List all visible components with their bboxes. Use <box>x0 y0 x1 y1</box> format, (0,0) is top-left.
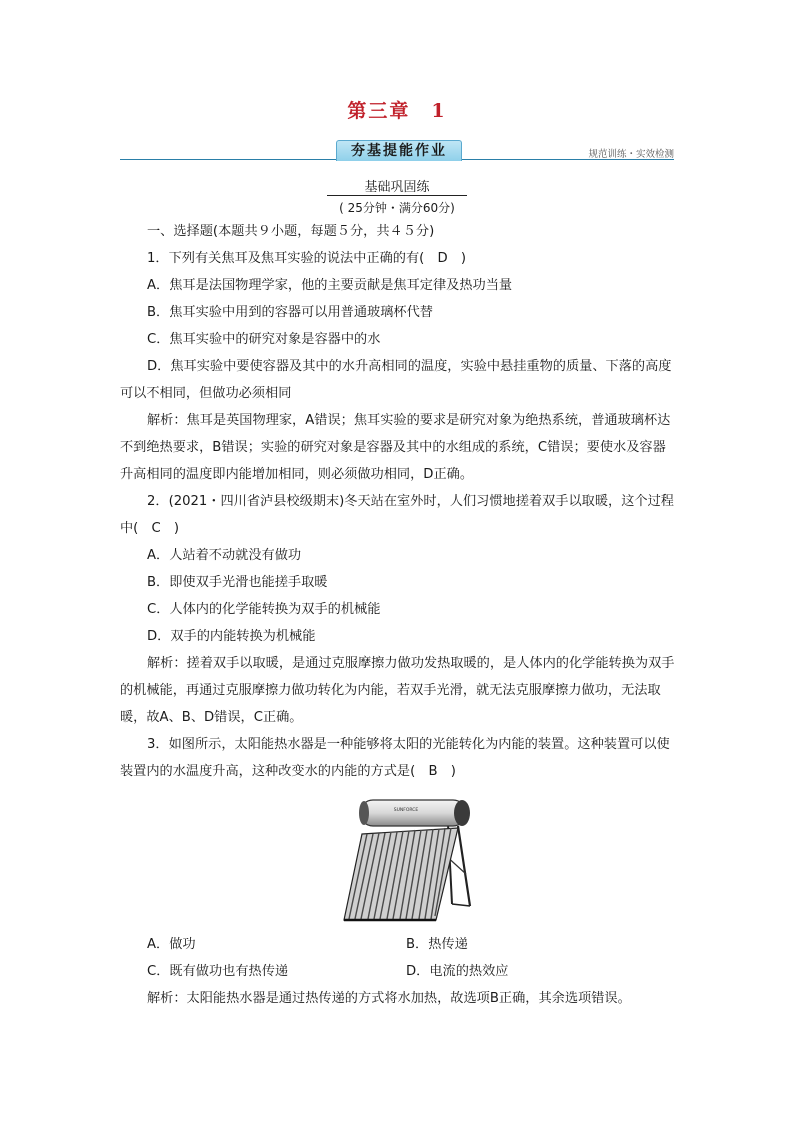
q3-options-row1 <box>120 931 675 958</box>
q2-option-d: D．双手的内能转换为机械能 <box>147 629 316 644</box>
q1-stem: 1．下列有关焦耳及焦耳实验的说法中正确的有( D ) <box>147 251 466 266</box>
q3-option-b: B．热传递 <box>406 937 468 952</box>
q1-option-d: D．焦耳实验中要使容器及其中的水升高相同的温度，实验中悬挂重物的质量、下落的高度可以不相同，但做功必须相同 <box>120 359 672 401</box>
chapter-title: 第三章 1 <box>347 100 447 122</box>
solar-water-heater-figure <box>340 794 475 924</box>
part-heading: 一、选择题(本题共９小题，每题５分，共４５分) <box>147 224 435 239</box>
q3-options-block <box>120 931 675 1012</box>
q1-analysis: 解析：焦耳是英国物理家，A错误；焦耳实验的要求是研究对象为绝热系统，普通玻璃杯达不到绝热要求，B错误；实验的研究对象是容器及其中的水组成的系统，C错误；要使水及容器升高相同的温度即内能增加相同，则必须做功相同，D正确。 <box>120 413 671 482</box>
banner-tagline: 规范训练・实效检测 <box>588 149 674 160</box>
questions-block <box>120 218 675 785</box>
q2-option-c: C．人体内的化学能转换为双手的机械能 <box>147 602 381 617</box>
q2-option-a: A．人站着不动就没有做功 <box>147 548 302 563</box>
q1-option-a: A．焦耳是法国物理学家，他的主要贡献是焦耳定律及热功当量 <box>147 278 513 293</box>
banner-label: 夯基提能作业 <box>336 140 462 161</box>
q3-stem: 3．如图所示，太阳能热水器是一种能够将太阳的光能转化为内能的装置。这种装置可以使装置内的水温度升高，这种改变水的内能的方式是( B ) <box>120 737 670 779</box>
q3-analysis: 解析：太阳能热水器是通过热传递的方式将水加热，故选项B正确，其余选项错误。 <box>147 991 631 1006</box>
q3-option-d: D．电流的热效应 <box>406 964 509 979</box>
section-title: 基础巩固练 <box>364 180 430 195</box>
q3-option-a: A．做功 <box>147 937 196 952</box>
q2-analysis: 解析：搓着双手以取暖，是通过克服摩擦力做功发热取暖的，是人体内的化学能转换为双手的机械能，再通过克服摩擦力做功转化为内能，若双手光滑，就无法克服摩擦力做功，无法取暖，故A、B、D错误，C正确。 <box>120 656 675 725</box>
q3-options-row2 <box>120 958 675 985</box>
q1-option-b: B．焦耳实验中用到的容器可以用普通玻璃杯代替 <box>147 305 433 320</box>
q3-option-c: C．既有做功也有热传递 <box>147 964 289 979</box>
q2-stem: 2．(2021・四川省泸县校级期末)冬天站在室外时，人们习惯地搓着双手以取暖，这个过程中( C ) <box>120 494 674 536</box>
section-subtitle: ( 25分钟・满分60分) <box>339 201 455 215</box>
q2-option-b: B．即使双手光滑也能搓手取暖 <box>147 575 328 590</box>
q1-option-c: C．焦耳实验中的研究对象是容器中的水 <box>147 332 381 347</box>
section-underline <box>327 195 467 196</box>
tank-brand-label: SUNFORCE <box>393 808 419 813</box>
